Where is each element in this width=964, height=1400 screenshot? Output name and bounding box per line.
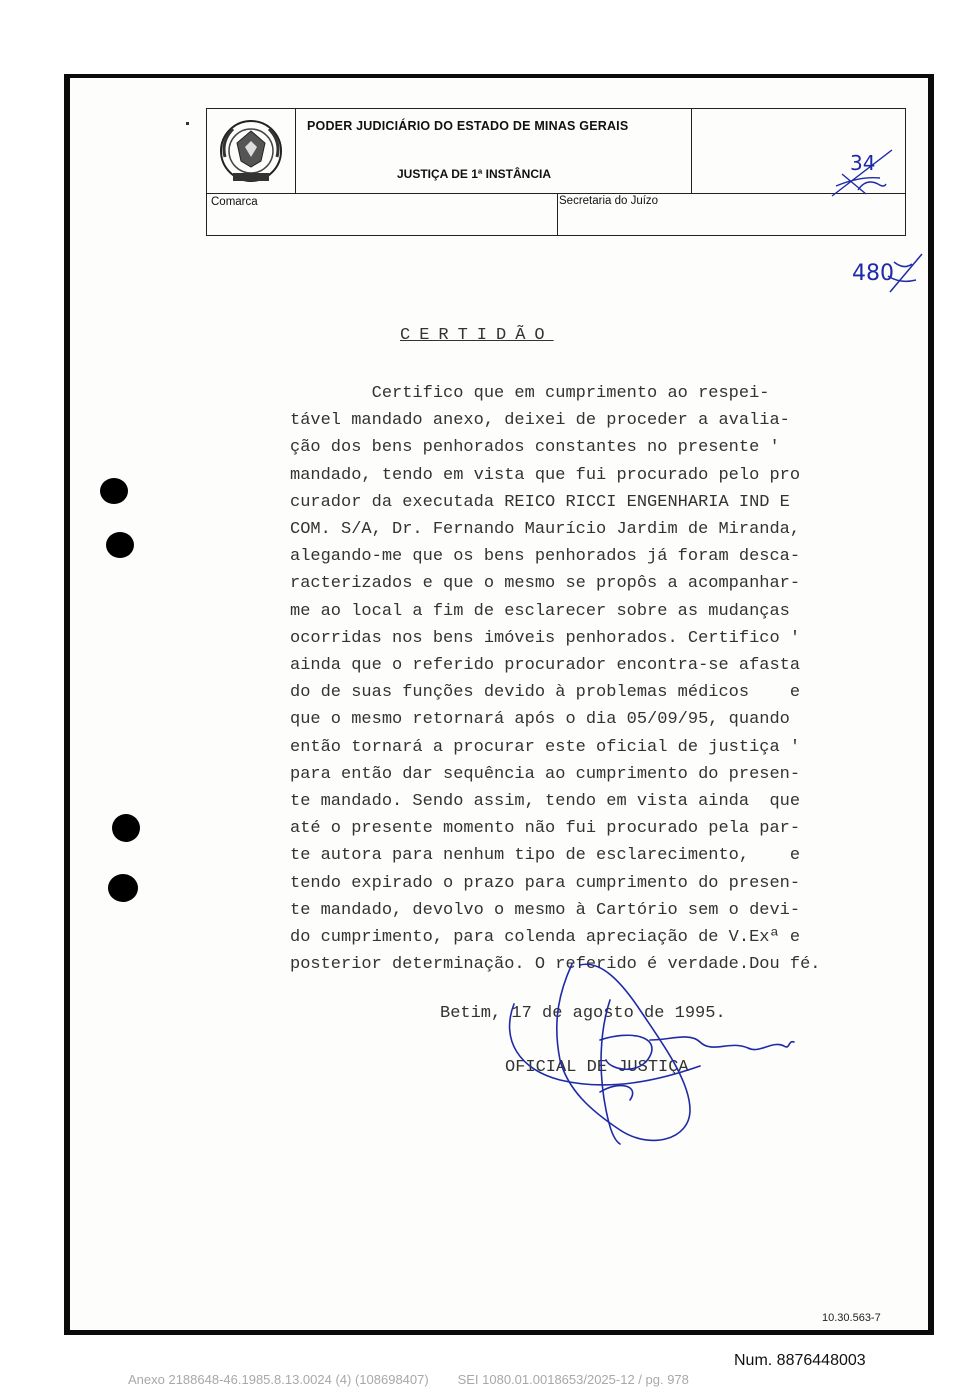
body-line: te autora para nenhum tipo de esclarecimento, e bbox=[290, 846, 801, 866]
document-number: Num. 8876448003 bbox=[734, 1352, 866, 1369]
handwritten-page-number bbox=[852, 254, 922, 292]
body-line: então tornará a procurar este oficial de justiça ' bbox=[290, 737, 801, 757]
mark-34: 34 bbox=[850, 151, 876, 175]
body-line: te mandado, devolvo o mesmo à Cartório sem o devi- bbox=[290, 900, 801, 920]
body-line: alegando-me que os bens penhorados já foram desca- bbox=[290, 547, 801, 567]
body-line: que o mesmo retornará após o dia 05/09/95, quando bbox=[290, 710, 790, 730]
instance-name: JUSTIÇA DE 1ª INSTÂNCIA bbox=[397, 167, 552, 181]
org-name: PODER JUDICIÁRIO DO ESTADO DE MINAS GERAIS bbox=[307, 119, 629, 133]
handwritten-mark-top bbox=[832, 150, 892, 196]
body-line: racterizados e que o mesmo se propôs a acompanhar- bbox=[290, 574, 801, 594]
body-line: até o presente momento não fui procurado pela par- bbox=[290, 819, 801, 839]
document-code: 10.30.563-7 bbox=[822, 1312, 881, 1324]
date-line: Betim, 17 de agosto de 1995. bbox=[440, 1004, 726, 1023]
body-line: do de suas funções devido à problemas médicos e bbox=[290, 683, 801, 703]
secretaria-label: Secretaria do Juízo bbox=[559, 195, 659, 207]
body-line: para então dar sequência ao cumprimento do presen- bbox=[290, 764, 801, 784]
body-line: ocorridas nos bens imóveis penhorados. Certifico ' bbox=[290, 628, 801, 648]
body-line: do cumprimento, para colenda apreciação de V.Exª e bbox=[290, 928, 801, 948]
body-line: COM. S/A, Dr. Fernando Maurício Jardim de Miranda, bbox=[290, 520, 801, 540]
body-line: ção dos bens penhorados constantes no presente ' bbox=[290, 438, 780, 458]
document-title: CERTIDÃO bbox=[400, 326, 554, 345]
body-line: posterior determinação. O referido é verdade.Dou fé. bbox=[290, 955, 821, 975]
footer-reference: Anexo 2188648-46.1985.8.13.0024 (4) (108698407) SEI 1080.01.0018653/2025-12 / pg. 978 bbox=[128, 1372, 689, 1387]
body-line: me ao local a fim de esclarecer sobre as mudanças bbox=[290, 601, 790, 621]
comarca-label: Comarca bbox=[211, 196, 258, 208]
body-line: Certifico que em cumprimento ao respei- bbox=[290, 384, 770, 403]
signature bbox=[510, 964, 794, 1144]
body-line: curador da executada REICO RICCI ENGENHARIA IND E bbox=[290, 492, 790, 512]
body-line: tendo expirado o prazo para cumprimento do presen- bbox=[290, 873, 801, 893]
body-line: te mandado. Sendo assim, tendo em vista ainda que bbox=[290, 792, 801, 812]
body-line: tável mandado anexo, deixei de proceder a avalia- bbox=[290, 411, 790, 431]
body-line: ainda que o referido procurador encontra-se afasta bbox=[290, 656, 801, 676]
signer-title: OFICIAL DE JUSTIÇA bbox=[505, 1058, 689, 1077]
body-line: mandado, tendo em vista que fui procurado pelo pro bbox=[290, 465, 801, 485]
mark-480: 480 bbox=[852, 261, 894, 286]
